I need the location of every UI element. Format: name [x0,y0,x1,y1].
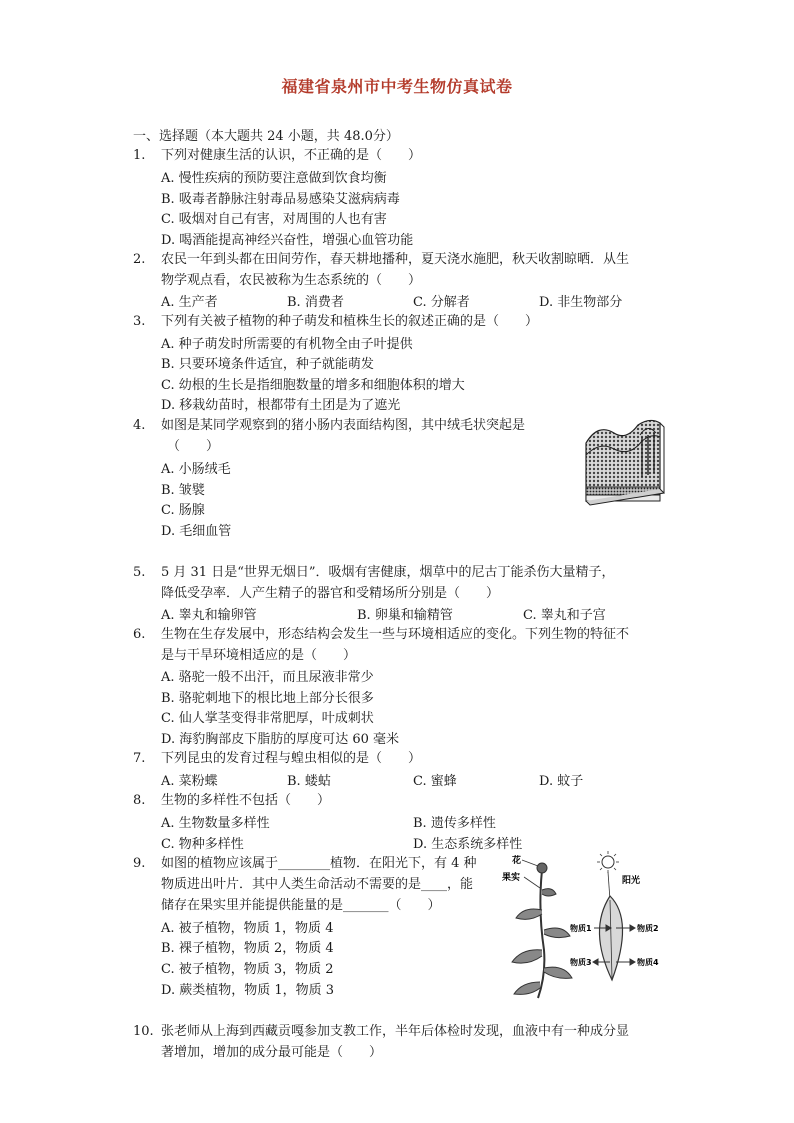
option-b: B. 卵巢和输精管 [357,608,453,623]
sunlight-label: 阳光 [622,876,641,886]
question-stem-line-2: 物学观点看，农民被称为生态系统的（ ） [161,272,422,288]
option-b: B. 消费者 [287,295,344,310]
option-d: D. 毛细血管 [161,524,232,539]
option-b: B. 蝼蛄 [287,774,331,789]
plant-leaf-drawing-icon [498,850,668,1000]
question-stem-line-1: 如图的植物应该属于________植物．在阳光下，有 4 种 [161,856,477,871]
question-stem-line-2: （ ） [167,439,220,454]
substance-4-label: 物质4 [637,958,659,967]
question-stem-line-1: 5 月 31 日是“世界无烟日”．吸烟有害健康，烟草中的尼古丁能杀伤大量精子， [161,565,615,580]
option-c: C. 幼根的生长是指细胞数量的增多和细胞体积的增大 [161,378,465,393]
question-stem: 生物的多样性不包括（ ） [161,793,331,808]
option-b: B. 只要环境条件适宜，种子就能萌发 [161,357,374,372]
question-number: 7. [133,751,146,766]
option-d: D. 蕨类植物，物质 1，物质 3 [161,983,335,998]
question-stem-line-1: 农民一年到头都在田间劳作，春天耕地播种，夏天浇水施肥，秋天收割晾晒．从生 [161,252,630,267]
question-number: 1. [133,148,146,163]
intestine-drawing-icon [580,415,666,507]
question-stem-line-2: 著增加，增加的成分最可能是（ ） [161,1044,383,1060]
flower-label: 花 [512,856,522,866]
option-c: C. 物种多样性 [161,837,244,852]
plant-leaf-figure [498,850,668,1000]
document-title: 福建省泉州市中考生物仿真试卷 [281,77,513,96]
fruit-label: 果实 [502,873,521,883]
option-b: B. 皱襞 [161,483,205,498]
option-d: D. 移栽幼苗时，根都带有土团是为了遮光 [161,398,401,413]
option-a: A. 种子萌发时所需要的有机物全由子叶提供 [161,337,413,352]
substance-2-label: 物质2 [637,924,659,933]
option-c: C. 分解者 [413,295,470,310]
question-stem: 下列有关被子植物的种子萌发和植株生长的叙述正确的是（ ） [161,314,539,329]
question-stem-line-1: 如图是某同学观察到的猪小肠内表面结构图，其中绒毛状突起是 [161,418,526,433]
option-b: B. 裸子植物，物质 2，物质 4 [161,941,334,956]
option-d: D. 生态系统多样性 [413,837,523,852]
question-stem-line-1: 生物在生存发展中，形态结构会发生一些与环境相适应的变化。下列生物的特征不 [161,627,630,642]
option-a: A. 生产者 [161,295,218,310]
question-number: 10. [133,1024,154,1039]
option-d: D. 蚊子 [539,774,584,789]
option-c: C. 吸烟对自己有害，对周围的人也有害 [161,212,387,227]
option-a: A. 小肠绒毛 [161,462,231,477]
question-stem-line-2: 物质进出叶片．其中人类生命活动不需要的是____，能 [161,877,474,892]
intestine-structure-figure [580,415,666,507]
section-heading: 一、选择题（本大题共 24 小题，共 48.0分） [133,129,399,144]
option-d: D. 非生物部分 [539,295,623,310]
substance-3-label: 物质3 [570,958,592,967]
option-d: D. 喝酒能提高神经兴奋性，增强心血管功能 [161,233,414,248]
option-c: C. 肠腺 [161,503,205,518]
substance-1-label: 物质1 [570,924,592,933]
question-number: 6. [133,627,146,642]
question-stem: 下列昆虫的发育过程与蝗虫相似的是（ ） [161,751,422,766]
question-number: 3. [133,314,146,329]
option-b: B. 遗传多样性 [413,816,496,831]
question-number: 4. [133,418,146,433]
option-a: A. 生物数量多样性 [161,816,270,831]
question-stem: 下列对健康生活的认识，不正确的是（ ） [161,148,422,163]
option-a: A. 骆驼一般不出汗，而且尿液非常少 [161,670,374,685]
option-a: A. 被子植物，物质 1，物质 4 [161,921,334,936]
option-b: B. 骆驼刺地下的根比地上部分长很多 [161,691,374,706]
option-c: C. 仙人掌茎变得非常肥厚，叶成刺状 [161,711,374,726]
option-b: B. 吸毒者静脉注射毒品易感染艾滋病病毒 [161,192,400,207]
question-number: 5. [133,565,146,580]
question-stem-line-3: 储存在果实里并能提供能量的是_______（ ） [161,898,441,913]
option-a: A. 菜粉蝶 [161,774,218,789]
option-d: D. 海豹胸部皮下脂肪的厚度可达 60 毫米 [161,732,400,747]
question-stem-line-2: 是与干旱环境相适应的是（ ） [161,647,357,663]
option-c: C. 被子植物，物质 3，物质 2 [161,962,334,977]
question-stem-line-1: 张老师从上海到西藏贡嘎参加支教工作，半年后体检时发现，血液中有一种成分显 [161,1024,630,1039]
option-a: A. 慢性疾病的预防要注意做到饮食均衡 [161,171,387,186]
question-number: 8. [133,793,146,808]
question-number: 9. [133,856,146,871]
option-c: C. 蜜蜂 [413,774,457,789]
option-a: A. 睾丸和输卵管 [161,608,257,623]
question-number: 2. [133,252,146,267]
question-stem-line-2: 降低受孕率．人产生精子的器官和受精场所分别是（ ） [161,585,500,601]
option-c: C. 睾丸和子宫 [523,608,606,623]
